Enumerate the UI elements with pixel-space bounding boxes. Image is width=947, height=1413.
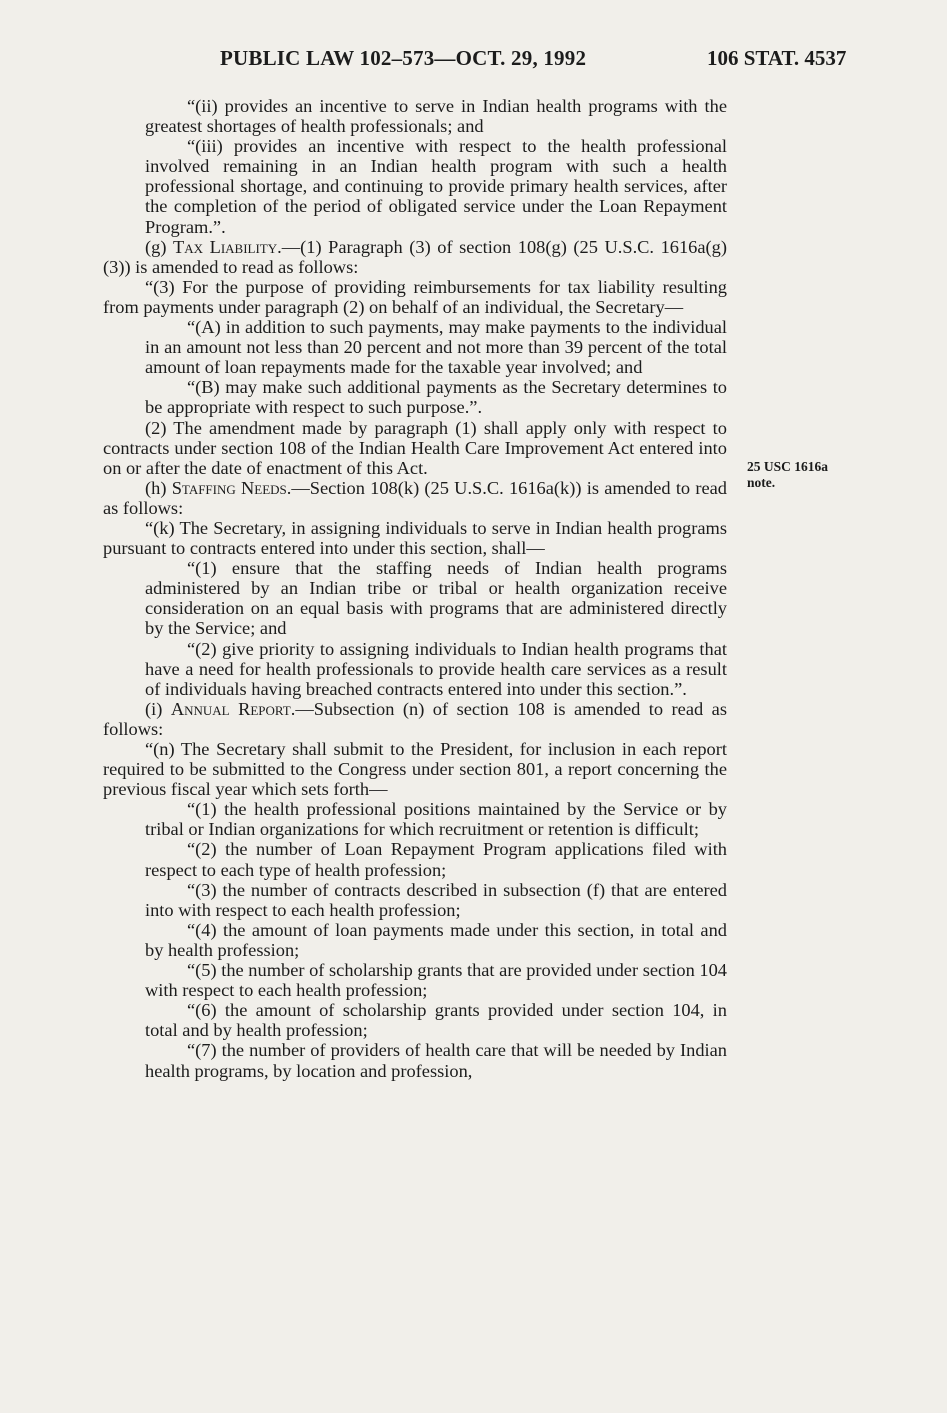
paragraph-n-1: “(1) the health professional positions maintained by the Service or by tribal or Indian organizations for which recruitment or retention is difficult;	[145, 799, 727, 840]
paragraph-n-6: “(6) the amount of scholarship grants provided under section 104, in total and by health profession;	[145, 1000, 727, 1041]
paragraph-n-3: “(3) the number of contracts described in subsection (f) that are entered into with respect to each health profession;	[145, 879, 727, 920]
clause-iii: “(iii) provides an incentive with respect to the health professional involved remaining in an Indian health program with such a health professional shortage, and continuing to provide primary health services, after the completion of the period of obligated service under the Loan Repayment Program.”.	[145, 136, 727, 237]
margin-note-line-1: 25 USC 1616a	[747, 459, 829, 474]
paragraph-n-4: “(4) the amount of loan payments made under this section, in total and by health profession;	[145, 919, 727, 960]
subsection-g-label: (g)	[145, 236, 174, 257]
paragraph-k-2: “(2) give priority to assigning individuals to Indian health programs that have a need for health professionals to provide health care services as a result of individuals having breached contracts entered into under this section.”.	[145, 638, 727, 699]
subsection-g	[103, 237, 727, 277]
margin-citation-note	[747, 459, 867, 491]
subsection-g-text: .—(1) Paragraph (3) of section 108(g) (25 U.S.C. 1616a(g)(3)) is amended to read as follows:	[103, 236, 727, 277]
running-head: PUBLIC LAW 102–573—OCT. 29, 1992	[220, 46, 587, 70]
subsection-h-heading: Staffing Needs	[171, 477, 287, 498]
paragraph-g-2: (2) The amendment made by paragraph (1) shall apply only with respect to contracts under section 108 of the Indian Health Care Improvement Act entered into on or after the date of enactment of this Act.	[103, 417, 727, 478]
paragraph-n-2: “(2) the number of Loan Repayment Program applications filed with respect to each type of health profession;	[145, 839, 727, 880]
page-header	[0, 46, 947, 76]
paragraph-n-7: “(7) the number of providers of health care that will be needed by Indian health programs, by location and profession,	[145, 1040, 727, 1081]
paragraph-n-5: “(5) the number of scholarship grants that are provided under section 104 with respect to each health profession;	[145, 960, 727, 1001]
subparagraph-b: “(B) may make such additional payments as the Secretary determines to be appropriate with respect to such purpose.”.	[145, 377, 727, 418]
subsection-i	[103, 699, 727, 739]
paragraph-3: “(3) For the purpose of providing reimbursements for tax liability resulting from payments under paragraph (2) on behalf of an individual, the Secretary—	[103, 276, 727, 317]
paragraph-n: “(n) The Secretary shall submit to the President, for inclusion in each report required to be submitted to the Congress under section 801, a report concerning the previous fiscal year which sets forth—	[103, 739, 727, 800]
subsection-h-text: .—Section 108(k) (25 U.S.C. 1616a(k)) is amended to read as follows:	[103, 477, 727, 518]
subsection-g-heading: Tax Liability	[173, 236, 278, 257]
paragraph-k-1: “(1) ensure that the staffing needs of Indian health programs administered by an Indian tribe or tribal or health organization receive consideration on an equal basis with programs that are administered directly by the Service; and	[145, 558, 727, 639]
subparagraph-a: “(A) in addition to such payments, may make payments to the individual in an amount not less than 20 percent and not more than 39 percent of the total amount of loan repayments made for the taxable year involved; and	[145, 317, 727, 378]
paragraph-k: “(k) The Secretary, in assigning individuals to serve in Indian health programs pursuant to contracts entered into under this section, shall—	[103, 517, 727, 559]
margin-note-line-2: note.	[747, 475, 776, 490]
subsection-h	[103, 478, 727, 518]
body-text	[103, 96, 727, 1081]
subsection-h-label: (h)	[145, 477, 172, 498]
subsection-i-text: .—Subsection (n) of section 108 is amended to read as follows:	[103, 698, 727, 739]
clause-ii: “(ii) provides an incentive to serve in Indian health programs with the greatest shortages of health professionals; and	[145, 96, 727, 137]
statute-page-reference: 106 STAT. 4537	[707, 46, 847, 70]
subsection-i-label: (i)	[145, 698, 171, 719]
subsection-i-heading: Annual Report	[170, 698, 291, 719]
